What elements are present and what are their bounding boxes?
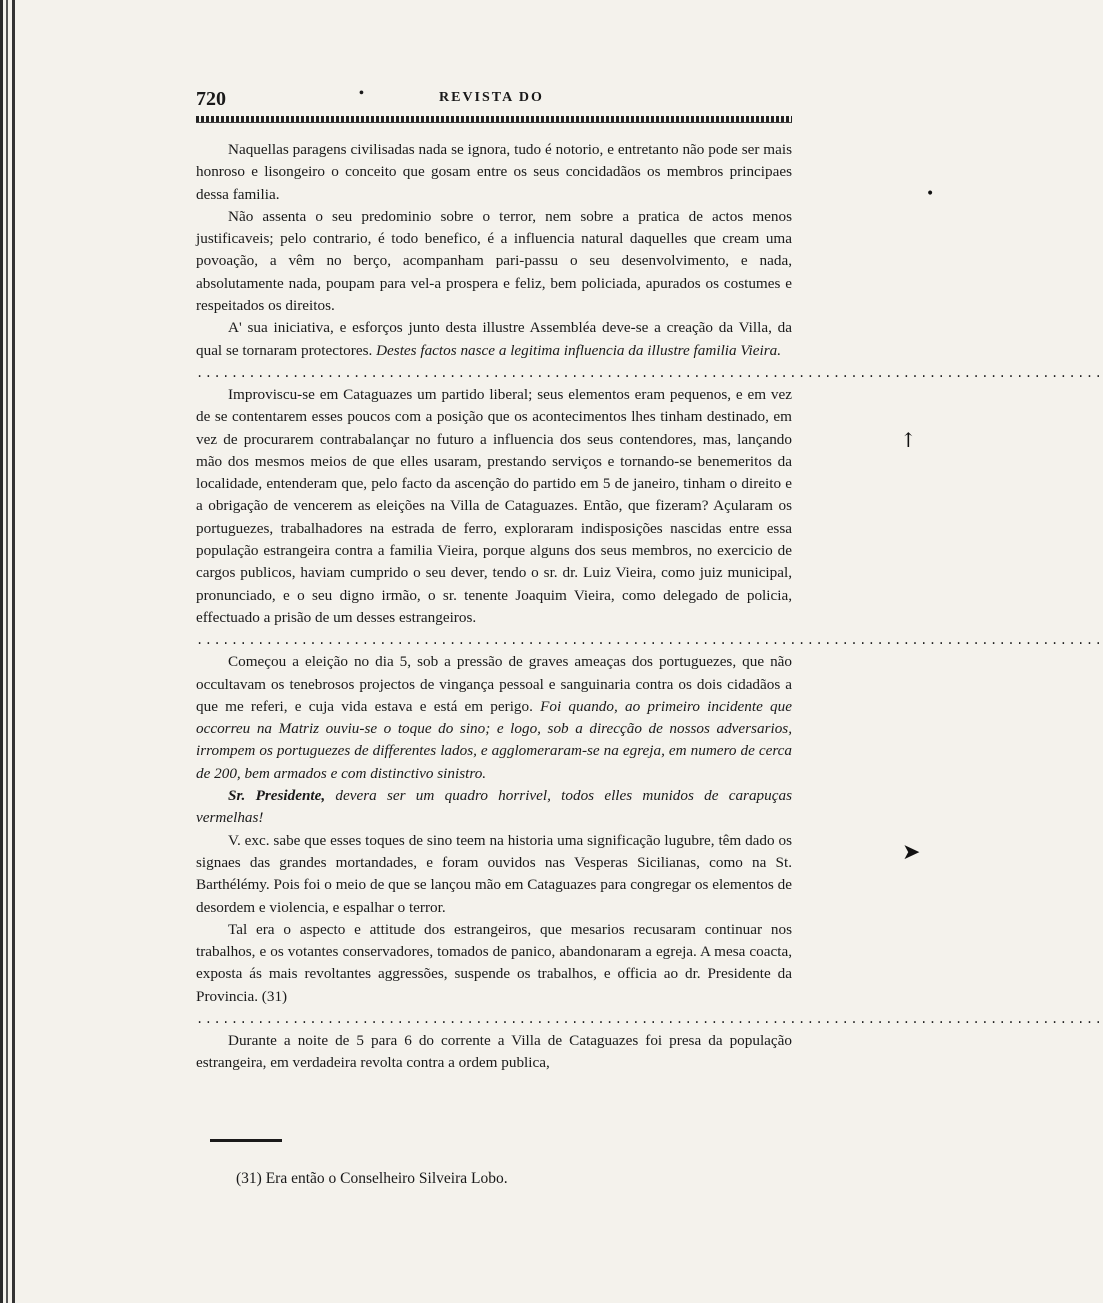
paragraph: Naquellas paragens civilisadas nada se ignora, tudo é notorio, e entretanto não pode ser mais honroso e lisongeiro o conceito que gosam entre os seus concidadãos os membros principaes dessa familia. (196, 141, 792, 203)
paragraph (196, 317, 792, 362)
paragraph: V. exc. sabe que esses toques de sino teem na historia uma significação lugubre, têm dado os signaes das grandes mortandades, e foram ouvidos nas Vesperas Sicilianas, como na St. Barthélémy. Pois foi o meio de que se lançou mão em Cataguazes para congregar os elementos de desordem e violencia, e espalhar o terror. (196, 831, 792, 916)
footnote-rule (210, 1139, 282, 1142)
paragraph-italic: devera ser um quadro horrivel, todos elles munidos de carapuças vermelhas! (196, 787, 792, 827)
page-header (196, 86, 792, 114)
paragraph: Durante a noite de 5 para 6 do corrente a Villa de Cataguazes foi presa da população estrangeira, em verdadeira revolta contra a ordem publica, (196, 1031, 792, 1072)
paragraph (196, 651, 792, 785)
paragraph-text: A' sua iniciativa, e esforços junto desta illustre Assembléa deve-se a creação da Villa, da qual se tornaram protectores. (196, 319, 792, 359)
ellipsis-separator: ........................................................................................................ (196, 365, 1103, 380)
paragraph: Não assenta o seu predominio sobre o terror, nem sobre a pratica de actos menos justificaveis; pelo contrario, é todo benefico, é a influencia natural daquelles que cream uma povoação, a vêm no berço, acompanham pari-passu o seu desenvolvimento, e nada, absolutamente nada, poupam para vel-a prospera e feliz, bem policiada, apurados os costumes e respeitados os direitos. (196, 207, 792, 315)
page-number: 720 (196, 88, 226, 110)
header-rule (196, 116, 792, 123)
document-page (196, 86, 1103, 1188)
margin-speck: • (926, 186, 935, 202)
margin-mark-arrow: ↑ (900, 428, 917, 452)
paragraph: Improviscu-se em Cataguazes um partido liberal; seus elementos eram pequenos, e em vez de se contentarem esses poucos com a posição que os acontecimentos lhes tinham destinado, em vez de procurarem contrabalançar no futuro a influencia dos seus contendores, mas, lançando mão dos mesmos meios de que elles usaram, prestando serviços e tornando-se benemeritos da localidade, entenderam que, pelo facto da ascenção do partido em 5 de janeiro, tinham o direito e a obrigação de vencerem as eleições na Villa de Cataguazes. Então, que fizeram? Açularam os portuguezes, trabalhadores na estrada de ferro, exploraram indisposições nascidas entre essa população estrangeira contra a familia Vieira, porque alguns dos seus membros, no exercicio de cargos publicos, haviam cumprido o seu dever, tendo o sr. dr. Luiz Vieira, como juiz municipal, pronunciado, e o seu digno irmão, o sr. tenente Joaquim Vieira, como delegado de policia, effectuado a prisão de um desses estrangeiros. (196, 385, 792, 626)
footnote: (31) Era então o Conselheiro Silveira Lobo. (236, 1169, 508, 1187)
paragraph-italic: Sr. Presidente, (228, 787, 336, 805)
paragraph-italic: Foi quando, ao primeiro incidente que occorreu na Matriz ouviu-se o toque do sino; e logo, sob a direcção de nossos adversarios, irrompem os portuguezes de differentes lados, e agglomeraram-se na egreja, em numero de cerca de 200, bem armados e com distinctivo sinistro. (196, 697, 792, 782)
header-dot: • (359, 86, 364, 101)
book-spine-edge (0, 0, 22, 1303)
paragraph: Tal era o aspecto e attitude dos estrangeiros, que mesarios recusaram continuar nos trabalhos, e os votantes conservadores, tomados de panico, abandonaram a egreja. A mesa coacta, exposta ás mais revoltantes aggressões, suspende os trabalhos, e officia ao dr. Presidente da Provincia. (31) (196, 920, 792, 1005)
running-head: REVISTA DO (439, 90, 544, 105)
paragraph-text: Começou a eleição no dia 5, sob a pressão de graves ameaças dos portuguezes, que não occultavam os tenebrosos projectos de vingança pessoal e sanguinaria contra os dois cidadãos a que me referi, e cuja vida estava e está em perigo. (196, 653, 792, 715)
paragraph-italic: Destes factos nasce a legitima influencia da illustre familia Vieira. (376, 341, 782, 359)
ellipsis-separator: ........................................................................................................ (196, 1011, 1103, 1026)
paragraph (196, 785, 792, 830)
margin-mark-arrow: ➤ (902, 840, 921, 865)
ellipsis-separator: ........................................................................................................ (196, 633, 1103, 648)
